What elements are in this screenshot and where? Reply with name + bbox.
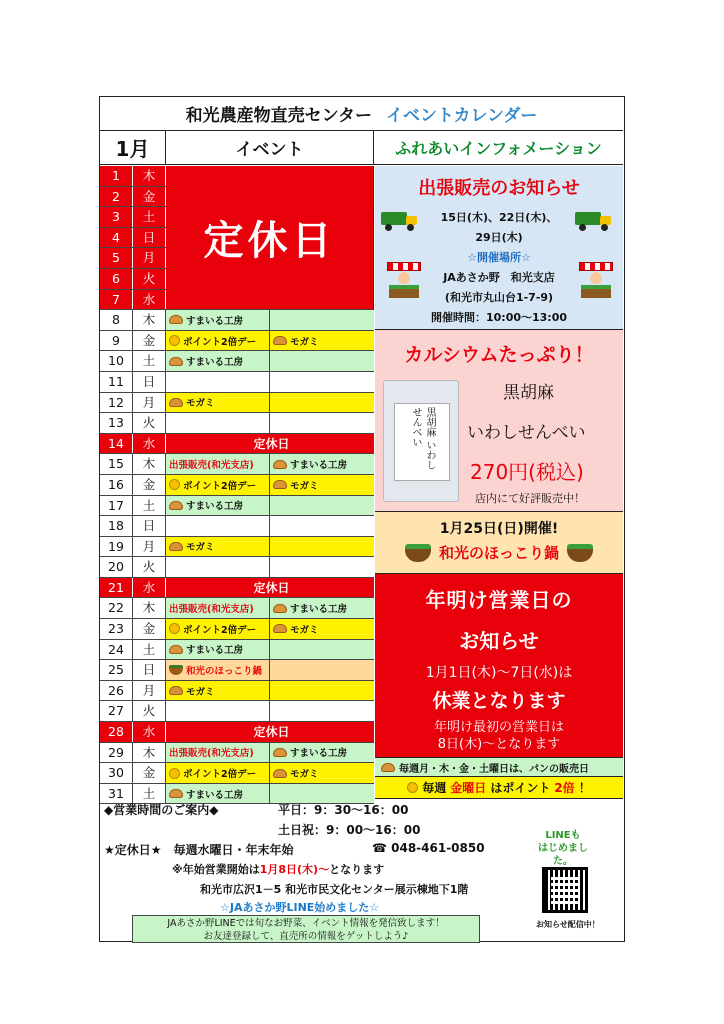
- event-cell: [166, 660, 270, 680]
- bread-icon: [273, 748, 287, 757]
- hotpot-icon: [567, 544, 593, 562]
- header-info: ふれあいインフォメーション: [374, 131, 623, 165]
- event-cell: [166, 557, 270, 577]
- day-row: [100, 434, 374, 455]
- event-label: ポイント2倍デー: [183, 769, 257, 781]
- day-weekday: 金: [133, 331, 166, 351]
- event-label: すまいる工房: [186, 789, 244, 801]
- new-year-l1: 年明け営業日の: [425, 588, 573, 612]
- product-price: 270円(税込): [470, 460, 584, 484]
- day-weekday: 金: [133, 187, 166, 207]
- hotpot-icon: [405, 544, 431, 562]
- new-year-open-post: となります: [329, 863, 385, 876]
- coin-icon: [169, 479, 180, 490]
- hotpot-panel: [375, 512, 623, 574]
- event-cell: [270, 454, 374, 474]
- day-weekday: 月: [133, 537, 166, 557]
- event-cell: [270, 640, 374, 660]
- line-info-1: JAあさか野LINEでは旬なお野菜、イベント情報を発信致します！: [167, 918, 445, 929]
- day-weekday: 火: [133, 269, 166, 289]
- event-cell: [270, 537, 374, 557]
- footer: [100, 799, 623, 943]
- event-label: すまいる工房: [186, 357, 244, 369]
- day-row: [100, 640, 374, 661]
- event-cell: [270, 351, 374, 371]
- bread-icon: [169, 398, 183, 407]
- day-number: 18: [100, 516, 133, 536]
- bread-icon: [169, 645, 183, 654]
- day-number: 4: [100, 228, 133, 248]
- day-row: [100, 475, 374, 496]
- day-row: [100, 393, 374, 414]
- event-cell: [166, 454, 270, 474]
- pot-icon: [169, 665, 183, 675]
- header-month: 1月: [100, 131, 166, 165]
- event-cell: [270, 743, 374, 763]
- package-label: 黒胡麻 いわし せんべい: [394, 403, 450, 481]
- day-number: 3: [100, 207, 133, 227]
- day-row: [100, 763, 374, 784]
- event-cell: [270, 660, 374, 680]
- day-weekday: 木: [133, 310, 166, 330]
- event-cell: [270, 598, 374, 618]
- event-label: モガミ: [186, 686, 215, 698]
- day-number: 16: [100, 475, 133, 495]
- day-row: [100, 413, 374, 434]
- phone-number: ☎ 048-461-0850: [372, 841, 485, 855]
- line-info-2: お友達登録して、直売所の情報をゲットしよう♪: [203, 931, 409, 942]
- day-weekday: 水: [133, 722, 166, 742]
- day-weekday: 火: [133, 413, 166, 433]
- event-cell: [166, 372, 270, 392]
- event-label: モガミ: [290, 624, 319, 636]
- bread-icon: [273, 480, 287, 489]
- day-number: 2: [100, 187, 133, 207]
- day-number: 1: [100, 166, 133, 186]
- bread-icon: [273, 336, 287, 345]
- new-year-open-date: 1月8日(木)～: [259, 863, 330, 876]
- bread-icon: [273, 769, 287, 778]
- event-label: 出張販売(和光支店): [169, 460, 254, 472]
- event-cell: [270, 475, 374, 495]
- day-weekday: 木: [133, 454, 166, 474]
- day-weekday: 土: [133, 207, 166, 227]
- event-cell: [270, 413, 374, 433]
- day-number: 24: [100, 640, 133, 660]
- qr-note: お知らせ配信中！: [536, 920, 600, 929]
- day-weekday: 金: [133, 619, 166, 639]
- bread-icon: [273, 604, 287, 613]
- event-cell: [166, 413, 270, 433]
- title-accent: イベントカレンダー: [385, 106, 538, 126]
- bread-icon: [273, 624, 287, 633]
- event-cell: [166, 310, 270, 330]
- event-label: ポイント2倍デー: [183, 336, 257, 348]
- event-cell: [270, 393, 374, 413]
- day-number: 10: [100, 351, 133, 371]
- title-main: 和光農産物直売センター: [185, 106, 372, 126]
- event-label: すまいる工房: [290, 604, 348, 616]
- day-row: [100, 331, 374, 352]
- day-row: [100, 681, 374, 702]
- closed-label: 定休日: [253, 581, 290, 596]
- bread-day-banner: [375, 758, 623, 777]
- day-number: 13: [100, 413, 133, 433]
- day-number: 28: [100, 722, 133, 742]
- day-row: [100, 454, 374, 475]
- calendar-sheet: [99, 96, 625, 942]
- event-label: ポイント2倍デー: [183, 480, 257, 492]
- day-weekday: 木: [133, 743, 166, 763]
- day-weekday: 月: [133, 681, 166, 701]
- new-year-l2: お知らせ: [459, 629, 539, 653]
- event-label: すまいる工房: [186, 501, 244, 513]
- new-year-l3: 1月1日(木)～7日(水)は: [425, 665, 573, 681]
- day-weekday: 水: [133, 578, 166, 598]
- closed-days: ★定休日★ 毎週水曜日・年末年始: [104, 843, 294, 857]
- line-info-box: [132, 915, 480, 943]
- coin-icon: [407, 782, 418, 793]
- hours-weekend: 土日祝：9：00～16：00: [278, 823, 421, 837]
- bread-icon: [273, 460, 287, 469]
- day-row: [100, 351, 374, 372]
- day-weekday: 土: [133, 640, 166, 660]
- event-cell: [166, 351, 270, 371]
- new-year-panel: [375, 574, 623, 758]
- day-weekday: 土: [133, 496, 166, 516]
- day-row: [100, 598, 374, 619]
- coin-icon: [169, 623, 180, 634]
- event-cell: [166, 701, 270, 721]
- hotpot-date: 1月25日(日)開催!: [439, 521, 559, 537]
- day-weekday: 火: [133, 557, 166, 577]
- event-cell: [166, 619, 270, 639]
- day-number: 14: [100, 434, 133, 454]
- event-label: 出張販売(和光支店): [169, 748, 254, 760]
- point-weekday: 金曜日: [450, 781, 487, 795]
- event-label: 出張販売(和光支店): [169, 604, 254, 616]
- bread-icon: [169, 542, 183, 551]
- coin-icon: [169, 335, 180, 346]
- day-row: [100, 578, 374, 599]
- day-row: [100, 310, 374, 331]
- day-number: 22: [100, 598, 133, 618]
- day-row: [100, 743, 374, 764]
- closed-label: 定休日: [253, 437, 290, 452]
- event-cell: [270, 619, 374, 639]
- day-number: 5: [100, 248, 133, 268]
- traveling-sale-title: 出張販売のお知らせ: [418, 178, 580, 199]
- new-year-open-pre: ※年始営業開始は: [172, 863, 260, 876]
- event-cell: [270, 557, 374, 577]
- event-cell: [166, 743, 270, 763]
- market-stall-icon: [387, 262, 421, 298]
- event-label: モガミ: [186, 542, 215, 554]
- day-number: 30: [100, 763, 133, 783]
- closed-block: 定休日: [166, 166, 374, 310]
- event-cell: [166, 640, 270, 660]
- product-name2: いわしせんべい: [467, 423, 586, 443]
- header-event: イベント: [166, 131, 374, 165]
- point-day-banner: [375, 777, 623, 799]
- product-name1: 黒胡麻: [503, 383, 554, 403]
- traveling-sale-address: (和光市丸山台1-7-9): [444, 291, 554, 304]
- day-row: [100, 516, 374, 537]
- day-number: 23: [100, 619, 133, 639]
- day-row: [100, 660, 374, 681]
- traveling-sale-dates1: 15日(木)、22日(木)、: [440, 211, 558, 224]
- product-note: 店内にて好評販売中！: [475, 492, 585, 505]
- event-label: モガミ: [290, 480, 319, 492]
- hours-row: [104, 801, 409, 818]
- event-label: ポイント2倍デー: [183, 624, 257, 636]
- new-year-l6: 8日(木)～となります: [437, 737, 561, 752]
- day-weekday: 月: [133, 248, 166, 268]
- day-number: 27: [100, 701, 133, 721]
- event-label: すまいる工房: [186, 315, 244, 327]
- day-number: 7: [100, 290, 133, 310]
- day-number: 26: [100, 681, 133, 701]
- day-number: 25: [100, 660, 133, 680]
- point-mid: はポイント: [490, 781, 551, 795]
- bread-icon: [169, 789, 183, 798]
- day-weekday: 月: [133, 393, 166, 413]
- day-row: [100, 619, 374, 640]
- coin-icon: [169, 768, 180, 779]
- day-number: 20: [100, 557, 133, 577]
- day-number: 12: [100, 393, 133, 413]
- event-cell: [270, 331, 374, 351]
- traveling-sale-panel: [375, 166, 623, 330]
- market-stall-icon: [579, 262, 613, 298]
- day-number: 9: [100, 331, 133, 351]
- event-cell: [166, 598, 270, 618]
- event-cell: [270, 701, 374, 721]
- day-row: [100, 496, 374, 517]
- event-cell: [270, 763, 374, 783]
- day-weekday: 日: [133, 372, 166, 392]
- hours-weekday: 平日：9：30～16：00: [278, 803, 409, 817]
- day-row: [100, 557, 374, 578]
- event-cell: [166, 393, 270, 413]
- product-panel: [375, 330, 623, 512]
- new-year-l4: 休業となります: [432, 690, 566, 712]
- day-weekday: 水: [133, 290, 166, 310]
- day-number: 11: [100, 372, 133, 392]
- line-badge-2: はじめました。: [538, 843, 588, 867]
- day-number: 19: [100, 537, 133, 557]
- day-weekday: 金: [133, 763, 166, 783]
- event-cell: [270, 516, 374, 536]
- day-weekday: 水: [133, 434, 166, 454]
- bread-icon: [169, 357, 183, 366]
- line-started: ☆JAあさか野LINE始めました☆: [220, 901, 380, 914]
- truck-icon: [575, 210, 613, 230]
- event-cell: [166, 763, 270, 783]
- day-weekday: 土: [133, 351, 166, 371]
- product-title: カルシウムたっぷり！: [404, 344, 594, 366]
- event-label: モガミ: [186, 398, 215, 410]
- event-cell: [166, 681, 270, 701]
- day-row: [100, 372, 374, 393]
- new-year-l5: 年明け最初の営業日は: [433, 720, 564, 735]
- bread-day-text: 毎週月・木・金・土曜日は、パンの販売日: [399, 763, 589, 775]
- event-cell: [166, 331, 270, 351]
- event-label: すまいる工房: [290, 748, 348, 760]
- event-cell: [270, 372, 374, 392]
- hotpot-name: 和光のほっこり鍋: [438, 544, 559, 562]
- event-cell: [166, 496, 270, 516]
- new-year-open: [172, 861, 384, 877]
- event-label: 和光のほっこり鍋: [186, 666, 263, 678]
- day-number: 17: [100, 496, 133, 516]
- page-title: [100, 97, 623, 131]
- bread-icon: [169, 501, 183, 510]
- day-number: 6: [100, 269, 133, 289]
- event-cell: [166, 516, 270, 536]
- day-weekday: 日: [133, 516, 166, 536]
- bread-icon: [169, 315, 183, 324]
- closed-label: 定休日: [253, 725, 290, 740]
- day-number: 29: [100, 743, 133, 763]
- traveling-sale-time: 開催時間：10:00～13:00: [430, 311, 568, 324]
- qr-code-icon[interactable]: [542, 867, 588, 913]
- day-number: 31: [100, 784, 133, 804]
- day-weekday: 日: [133, 660, 166, 680]
- traveling-sale-place: JAあさか野 和光支店: [443, 271, 555, 284]
- line-badge: [532, 829, 594, 868]
- event-label: モガミ: [290, 769, 319, 781]
- traveling-sale-dates2: 29日(木): [475, 231, 523, 244]
- rice-cracker-package-image: [383, 380, 459, 502]
- day-row: [100, 701, 374, 722]
- day-weekday: 土: [133, 784, 166, 804]
- day-weekday: 木: [133, 166, 166, 186]
- store-address: 和光市広沢1－5 和光市民文化センター展示棟地下1階: [200, 883, 469, 896]
- truck-icon: [381, 210, 419, 230]
- hours-label: ◆営業時間のご案内◆: [104, 803, 219, 817]
- day-row: [100, 537, 374, 558]
- day-number: 21: [100, 578, 133, 598]
- bread-icon: [381, 763, 395, 772]
- point-pre: 毎週: [422, 781, 447, 795]
- event-label: モガミ: [290, 336, 319, 348]
- day-weekday: 金: [133, 475, 166, 495]
- day-weekday: 火: [133, 701, 166, 721]
- point-post: ！: [578, 781, 591, 795]
- day-number: 15: [100, 454, 133, 474]
- event-cell: [270, 310, 374, 330]
- event-cell: [270, 496, 374, 516]
- event-label: すまいる工房: [290, 460, 348, 472]
- point-multiplier: 2倍: [554, 781, 575, 795]
- event-cell: [270, 681, 374, 701]
- event-cell: [166, 475, 270, 495]
- day-weekday: 木: [133, 598, 166, 618]
- bread-icon: [169, 686, 183, 695]
- event-label: すまいる工房: [186, 645, 244, 657]
- event-cell: [166, 537, 270, 557]
- traveling-sale-place-label: ☆開催場所☆: [467, 251, 531, 264]
- day-number: 8: [100, 310, 133, 330]
- day-row: [100, 722, 374, 743]
- line-badge-1: LINEも: [545, 830, 581, 841]
- day-weekday: 日: [133, 228, 166, 248]
